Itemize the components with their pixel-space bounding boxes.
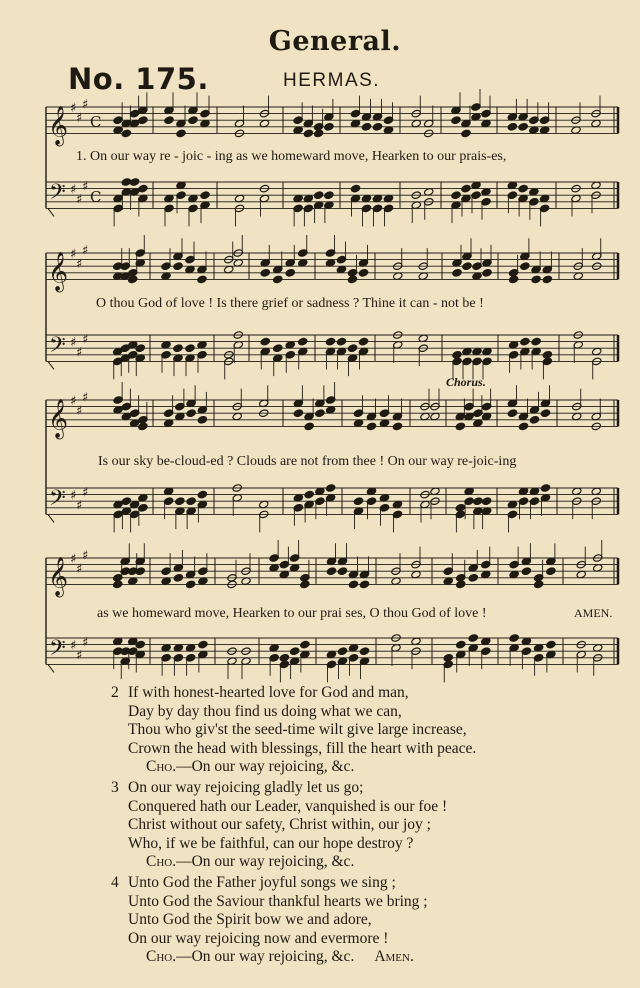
verse-number: 2	[111, 684, 119, 701]
common-time: C	[90, 187, 102, 206]
verse-line: On our way rejoicing now and evermore !	[128, 929, 389, 947]
note-head	[337, 647, 347, 656]
note-head	[303, 129, 313, 138]
note-head	[185, 580, 195, 589]
common-time: C	[90, 112, 102, 131]
note-head	[138, 184, 148, 193]
sharp-sign: ♯	[70, 247, 77, 262]
note-head	[273, 275, 283, 284]
verse-line: Unto God the Saviour thankful hearts we bring ;	[128, 892, 428, 910]
lyric-line-1: 1. On our way re - joic - ing as we homeward move, Hearken to our prais-es,	[76, 149, 507, 164]
sharp-sign: ♯	[76, 648, 83, 664]
note-head	[200, 191, 210, 200]
note-head	[461, 184, 471, 193]
note-head	[372, 122, 382, 131]
note-head	[529, 415, 539, 424]
sharp-sign: ♯	[70, 638, 77, 654]
bass-clef: 𝄢	[49, 635, 66, 666]
note-head	[518, 122, 528, 131]
note-head	[358, 268, 368, 277]
sharp-sign: ♯	[76, 110, 83, 126]
note-head	[521, 567, 531, 576]
note-head	[173, 344, 183, 353]
note-head	[300, 580, 310, 589]
amen-label: Amen.	[374, 948, 414, 966]
note-head	[452, 268, 462, 277]
note-head	[361, 122, 371, 131]
sharp-sign: ♯	[76, 403, 83, 419]
note-head	[164, 116, 174, 125]
note-head	[324, 191, 334, 200]
sharp-sign: ♯	[82, 635, 89, 651]
note-head	[508, 275, 518, 284]
note-head	[542, 275, 552, 284]
note-head	[531, 275, 541, 284]
verse-number: 4	[111, 873, 119, 891]
note-head	[358, 337, 368, 346]
note-head	[366, 422, 376, 431]
note-head	[540, 409, 550, 418]
verse-line: Day by day thou find us doing what we can,	[128, 702, 402, 720]
verse-line: Thou who giv'st the seed-time wilt give large increase,	[128, 721, 467, 739]
note-head	[520, 262, 530, 271]
lyric-line-3: Is our sky be-cloud-ed ? Clouds are not from thee ! On our way re-joic-ing	[98, 454, 517, 469]
note-head	[186, 497, 196, 506]
chorus-ref-label: Cho.	[146, 853, 177, 871]
note-head	[468, 573, 478, 582]
verses	[108, 684, 608, 969]
sharp-sign: ♯	[82, 390, 89, 406]
verse-number: 3	[111, 778, 119, 796]
note-head	[531, 337, 541, 346]
note-head	[507, 122, 517, 131]
note-head	[518, 184, 528, 193]
tune-name: HERMAS.	[283, 70, 381, 91]
verse-line: Unto God the Spirit bow we and adore,	[128, 911, 372, 929]
note-head	[289, 647, 299, 656]
sharp-sign: ♯	[82, 97, 89, 113]
note-head	[315, 409, 325, 418]
note-head	[546, 640, 556, 649]
sharp-sign: ♯	[76, 256, 83, 272]
note-head	[520, 337, 530, 346]
note-head	[325, 337, 335, 346]
sharp-sign: ♯	[76, 561, 83, 577]
note-head	[198, 640, 208, 649]
note-head	[313, 191, 323, 200]
sharp-sign: ♯	[70, 394, 77, 409]
note-head	[304, 422, 314, 431]
sharp-sign: ♯	[82, 179, 89, 195]
verse-2	[108, 684, 608, 777]
note-head	[481, 497, 491, 506]
sharp-sign: ♯	[70, 488, 77, 504]
note-head	[186, 409, 196, 418]
verse-3	[108, 779, 608, 872]
verse-line: Conquered hath our Leader, vanquished is our foe !	[128, 797, 448, 815]
sharp-sign: ♯	[70, 182, 77, 198]
hymn-number: No. 175.	[68, 62, 209, 96]
note-head	[359, 647, 369, 656]
note-head	[325, 484, 335, 493]
note-head	[197, 490, 207, 499]
note-head	[173, 262, 183, 271]
note-head	[336, 337, 346, 346]
note-head	[185, 344, 195, 353]
verse-line: Unto God the Father joyful songs we sing ;	[128, 873, 396, 891]
note-head	[359, 580, 369, 589]
note-head	[176, 129, 186, 138]
sharp-sign: ♯	[82, 243, 89, 259]
note-head	[461, 129, 471, 138]
chorus-ref-label: Cho.	[146, 758, 177, 776]
note-head	[173, 573, 183, 582]
note-head	[456, 580, 466, 589]
verse-line: If with honest-hearted love for God and man,	[128, 684, 409, 701]
note-head	[347, 275, 357, 284]
note-head	[113, 580, 123, 589]
section-title: General.	[268, 26, 402, 57]
note-head	[304, 490, 314, 499]
treble-clef: 𝄞	[48, 251, 69, 292]
note-head	[293, 409, 303, 418]
chorus-ref: —On our way rejoicing, &c.	[176, 948, 355, 966]
note-head	[533, 580, 543, 589]
sharp-sign: ♯	[76, 345, 83, 361]
verse-line: On our way rejoicing gladly let us go;	[128, 778, 364, 796]
amen-score-label: AMEN.	[574, 606, 613, 620]
note-head	[462, 262, 472, 271]
note-head	[468, 634, 478, 643]
note-head	[456, 640, 466, 649]
note-head	[473, 497, 483, 506]
note-head	[285, 268, 295, 277]
note-head	[482, 268, 492, 277]
note-head	[313, 129, 323, 138]
note-head	[129, 178, 139, 187]
chorus-ref: —On our way rejoicing, &c.	[176, 758, 355, 776]
treble-clef: 𝄞	[48, 105, 69, 146]
verse-line: Crown the head with blessings, fill the heart with peace.	[128, 739, 477, 757]
sharp-sign: ♯	[76, 192, 83, 208]
verse-line: Who, if we be faithful, can our hope destroy ?	[128, 834, 414, 852]
note-head	[350, 184, 360, 193]
sharp-sign: ♯	[70, 552, 77, 567]
note-head	[138, 116, 148, 125]
sharp-sign: ♯	[70, 101, 77, 116]
note-head	[540, 484, 550, 493]
verse-line: Christ without our safety, Christ within, our joy ;	[128, 816, 431, 834]
chorus-label: Chorus.	[446, 375, 486, 389]
note-head	[451, 116, 461, 125]
note-head	[507, 409, 517, 418]
sharp-sign: ♯	[82, 485, 89, 501]
note-head	[175, 497, 185, 506]
note-head	[324, 122, 334, 131]
sharp-sign: ♯	[70, 335, 77, 351]
note-head	[197, 415, 207, 424]
note-head	[260, 268, 270, 277]
note-head	[348, 580, 358, 589]
note-head	[298, 337, 308, 346]
note-head	[337, 567, 347, 576]
note-head	[509, 634, 519, 643]
sharp-sign: ♯	[82, 332, 89, 348]
bass-clef: 𝄢	[49, 485, 66, 516]
note-head	[353, 497, 363, 506]
note-head	[197, 275, 207, 284]
note-head	[347, 344, 357, 353]
sharp-sign: ♯	[76, 498, 83, 514]
note-head	[455, 422, 465, 431]
treble-clef: 𝄞	[48, 398, 69, 439]
bass-clef: 𝄢	[49, 332, 66, 363]
chorus-ref-label: Cho.	[146, 948, 177, 966]
note-head	[451, 191, 461, 200]
note-head	[392, 422, 402, 431]
note-head	[300, 640, 310, 649]
treble-clef: 𝄞	[48, 556, 69, 597]
bass-clef: 𝄢	[49, 179, 66, 210]
note-head	[273, 344, 283, 353]
chorus-ref: —On our way rejoicing, &c.	[176, 853, 355, 871]
note-head	[546, 567, 556, 576]
verse-4	[108, 874, 608, 967]
lyric-line-2: O thou God of love ! Is there grief or sadness ? Thine it can - not be !	[96, 296, 484, 311]
note-head	[188, 116, 198, 125]
note-head	[518, 422, 528, 431]
note-head	[260, 337, 270, 346]
lyric-line-4: as we homeward move, Hearken to our prai ses, O thou God of love !	[97, 606, 487, 621]
sharp-sign: ♯	[82, 548, 89, 564]
note-head	[326, 567, 336, 576]
